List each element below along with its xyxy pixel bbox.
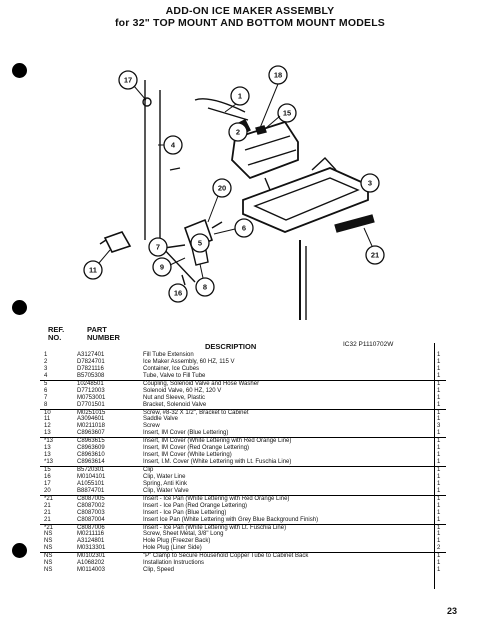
part-number-cell: A1055101 (77, 480, 105, 487)
callout-number: 9 (159, 262, 165, 272)
description-cell: Container, Ice Cubes (143, 365, 200, 372)
model-header: IC32 P1110702W (343, 341, 394, 348)
part-number-cell: C8087005 (77, 495, 105, 502)
part-number-cell: M0114003 (77, 567, 105, 574)
quantity-cell: 1 (437, 387, 441, 394)
table-row (40, 388, 446, 395)
callout-15 (266, 104, 296, 128)
description-cell: Solenoid Valve, 60 HZ, 120 V (143, 387, 222, 394)
table-row (40, 510, 446, 517)
description-cell: Insert, IM Cover (White Lettering with Red Orange Line) (143, 438, 292, 445)
part-number-cell: M0313301 (77, 545, 106, 552)
description-cell: Insert - Ice Pan (Blue Lettering) (143, 509, 227, 516)
callout-number: 11 (89, 265, 97, 275)
ref-no-cell: NS (44, 545, 53, 552)
callout-11 (84, 250, 110, 279)
callout-number: 5 (197, 238, 203, 248)
callout-number: 4 (170, 140, 176, 150)
callout-number: 2 (235, 127, 241, 137)
ref-no-cell: 13 (44, 445, 51, 452)
table-row (40, 524, 446, 532)
table-row (40, 459, 446, 466)
part-number-cell: C8963609 (77, 445, 105, 452)
part-number-cell: B5720301 (77, 467, 105, 473)
description-cell: Saddle Valve (143, 416, 178, 423)
quantity-cell: 1 (437, 480, 441, 487)
ref-no-cell: 4 (44, 372, 48, 379)
callout-number: 8 (202, 282, 208, 292)
ref-no-cell: 11 (44, 416, 51, 423)
quantity-cell: 1 (437, 502, 441, 509)
part-number-cell: C8963607 (77, 430, 105, 437)
ref-no-cell: *13 (44, 438, 54, 445)
ref-no-cell: 21 (44, 516, 51, 523)
part-number-cell: C8087003 (77, 509, 105, 516)
description-cell: Screw (143, 423, 160, 430)
ref-no-cell: NS (44, 567, 53, 574)
table-row (40, 437, 446, 445)
table-row (40, 416, 446, 423)
ref-no-cell: 17 (44, 480, 51, 487)
ref-no-cell: 21 (44, 509, 51, 516)
quantity-cell: 1 (437, 531, 441, 538)
callout-number: 15 (282, 108, 292, 118)
quantity-cell: 1 (437, 560, 441, 567)
table-row (40, 452, 446, 459)
quantity-cell: 1 (437, 430, 441, 437)
part-number-cell: M0251015 (77, 409, 106, 416)
part-number-cell: 10248501 (77, 380, 104, 387)
description-cell: Insert, I.M. Cover (White Lettering with Lt. Fuschia Line) (143, 459, 292, 466)
table-row (40, 545, 446, 552)
part-number-cell: D7821116 (77, 365, 104, 372)
ref-no-cell: 10 (44, 409, 51, 416)
description-cell: Hole Plug (Freezer Back) (143, 538, 211, 545)
ref-header-line1: REF. (48, 325, 65, 334)
ref-no-cell: 15 (44, 467, 51, 473)
ref-no-cell: NS (44, 553, 53, 560)
description-cell: Installation Instructions (143, 560, 205, 567)
table-row (40, 474, 446, 481)
table-row (40, 373, 446, 380)
table-row (40, 430, 446, 437)
quantity-cell: 1 (437, 473, 441, 480)
description-cell: Tube, Valve to Fill Tube (143, 372, 206, 379)
part-number-cell: A3127401 (77, 352, 105, 358)
part-number-cell: C8087006 (77, 524, 105, 531)
ref-no-cell: *13 (44, 459, 54, 466)
part-number-cell: C8963615 (77, 438, 105, 445)
callout-6 (214, 219, 253, 237)
description-cell: Insert - Ice Pan (White Lettering with Lt. Fuschia Line) (143, 524, 287, 531)
part-number-cell: M0104101 (77, 473, 106, 480)
part-number-cell: M0211116 (77, 531, 105, 538)
quantity-cell: 1 (437, 467, 441, 473)
description-cell: Clip, Water Valve (143, 487, 189, 494)
page-title: ADD-ON ICE MAKER ASSEMBLY (165, 5, 335, 17)
description-cell: Insert - Ice Pan (Red Orange Lettering) (143, 502, 248, 509)
table-row (40, 531, 446, 538)
quantity-cell: 1 (437, 516, 441, 523)
quantity-cell: 1 (437, 380, 441, 387)
part-number-cell: C8087002 (77, 502, 105, 509)
description-cell: Screw, #8-32 X 1/2", Bracket to Cabinet (143, 409, 249, 416)
ref-no-cell: *21 (44, 495, 54, 502)
quantity-cell: 1 (437, 358, 441, 365)
quantity-cell: 1 (437, 538, 441, 545)
part-number-cell: M0211018 (77, 423, 105, 430)
table-row (40, 352, 446, 359)
description-cell: Spring, Anti Kink (143, 480, 188, 487)
quantity-cell: 1 (437, 352, 441, 358)
ref-header-line2: NO. (48, 333, 62, 342)
part-header-line1: PART (87, 325, 107, 334)
table-row (40, 366, 446, 373)
description-cell: Insert - Ice Pan (White Lettering with Red Orange Line) (143, 495, 290, 502)
description-header: DESCRIPTION (205, 342, 257, 351)
page-subtitle: for 32" TOP MOUNT AND BOTTOM MOUNT MODELS (114, 17, 386, 29)
ref-no-cell: 2 (44, 358, 48, 365)
quantity-cell: 1 (437, 509, 441, 516)
callout-number: 21 (370, 250, 380, 260)
description-cell: Screw, Sheet Metal, 3/8" Long (143, 531, 224, 538)
table-row (40, 359, 446, 366)
description-cell: Insert, IM Cover (White Lettering) (143, 452, 232, 459)
quantity-cell: 1 (437, 524, 441, 531)
callout-number: 17 (123, 75, 133, 85)
table-row (40, 517, 446, 524)
table-row (40, 395, 446, 402)
part-number-cell: C8963610 (77, 452, 105, 459)
table-row (40, 445, 446, 452)
description-cell: Clip, Speed (143, 567, 175, 574)
table-row (40, 560, 446, 567)
part-number-cell: M0753001 (77, 394, 106, 401)
description-cell: Insert, IM Cover (Red Orange Lettering) (143, 445, 250, 452)
ref-no-cell: 1 (44, 352, 48, 358)
description-cell: Fill Tube Extension (143, 352, 194, 358)
table-row (40, 481, 446, 488)
callout-number: 6 (241, 223, 247, 233)
quantity-cell: 1 (437, 365, 441, 372)
quantity-cell: 1 (437, 394, 441, 401)
ref-no-cell: NS (44, 560, 53, 567)
description-cell: Clip (143, 467, 154, 473)
quantity-cell: 1 (437, 438, 441, 445)
ref-no-cell: 13 (44, 430, 51, 437)
part-number-cell: C8087004 (77, 516, 105, 523)
quantity-cell: 1 (437, 416, 441, 423)
binder-hole (12, 543, 27, 558)
callout-number: 7 (155, 242, 161, 252)
page-number: 23 (447, 606, 458, 616)
description-cell: Coupling, Solenoid Valve and Hose Washer (143, 380, 260, 387)
description-cell: "P" Clamp to Secure Household Copper Tube to Cabinet Back (143, 553, 309, 560)
part-number-cell: D7824701 (77, 358, 105, 365)
description-cell: Bracket, Solenoid Valve (143, 401, 207, 408)
description-cell: Clip, Water Line (143, 473, 186, 480)
quantity-cell: 1 (437, 553, 441, 560)
table-row (40, 488, 446, 495)
quantity-cell: 1 (437, 452, 441, 459)
ref-no-cell: 20 (44, 487, 51, 494)
quantity-cell: 1 (437, 445, 441, 452)
ref-no-cell: 6 (44, 387, 48, 394)
description-cell: Hole Plug (Liner Side) (143, 545, 202, 552)
table-row (40, 495, 446, 503)
description-cell: Nut and Sleeve, Plastic (143, 394, 206, 401)
part-number-cell: B5705308 (77, 372, 105, 379)
table-row (40, 423, 446, 430)
ref-no-cell: 21 (44, 502, 51, 509)
quantity-cell: 1 (437, 401, 441, 408)
part-number-cell: A3094601 (77, 416, 105, 423)
part-number-header (87, 326, 120, 342)
ref-no-header (48, 326, 64, 342)
parts-table (40, 352, 446, 574)
part-number-cell: A3124801 (77, 538, 105, 545)
quantity-cell: 1 (437, 495, 441, 502)
table-row (40, 567, 446, 574)
quantity-cell: 1 (437, 409, 441, 416)
ref-no-cell: 12 (44, 423, 51, 430)
ref-no-cell: *21 (44, 524, 54, 531)
quantity-cell: 1 (437, 567, 441, 574)
description-cell: Insert, IM Cover (Blue Lettering) (143, 430, 229, 437)
quantity-cell: 1 (437, 372, 441, 379)
part-number-cell: M0102301 (77, 553, 106, 560)
part-number-cell: B8874701 (77, 487, 105, 494)
part-number-cell: C8963614 (77, 459, 105, 466)
ref-no-cell: 3 (44, 365, 48, 372)
table-row (40, 402, 446, 409)
callout-number: 1 (237, 91, 243, 101)
ref-no-cell: 7 (44, 394, 48, 401)
ref-no-cell: 5 (44, 380, 48, 387)
table-row (40, 409, 446, 417)
part-number-cell: A1068202 (77, 560, 105, 567)
part-header-line2: NUMBER (87, 333, 120, 342)
description-cell: Ice Maker Assembly, 60 HZ, 115 V (143, 358, 235, 365)
callout-number: 18 (273, 70, 283, 80)
part-number-cell: D7712003 (77, 387, 105, 394)
description-cell: Insert Ice Pan (White Lettering with Grey Blue Background Finish) (143, 516, 319, 523)
callout-number: 16 (173, 288, 183, 298)
callout-number: 20 (217, 183, 227, 193)
quantity-cell: 1 (437, 487, 441, 494)
part-number-cell: D7701501 (77, 401, 105, 408)
ref-no-cell: NS (44, 531, 53, 538)
callout-number: 3 (367, 178, 373, 188)
ref-no-cell: 16 (44, 473, 51, 480)
ref-no-cell: 8 (44, 401, 48, 408)
table-row (40, 466, 446, 474)
table-row (40, 552, 446, 560)
table-row (40, 380, 446, 388)
quantity-cell: 3 (437, 423, 441, 430)
quantity-cell: 1 (437, 459, 441, 466)
ref-no-cell: 13 (44, 452, 51, 459)
table-row (40, 503, 446, 510)
ref-no-cell: NS (44, 538, 53, 545)
table-row (40, 538, 446, 545)
quantity-cell: 2 (437, 545, 441, 552)
